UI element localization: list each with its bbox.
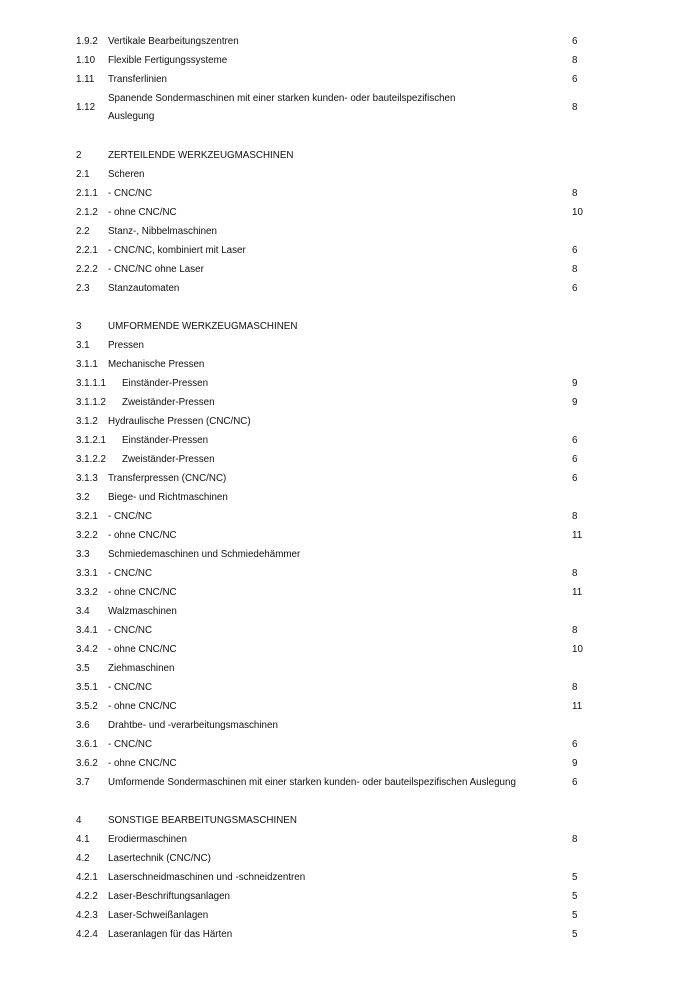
item-value: 5 — [572, 929, 578, 940]
item-label: Laseranlagen für das Härten — [108, 929, 233, 940]
table-row — [0, 868, 700, 887]
item-number: 3.7 — [76, 777, 90, 788]
table-row — [0, 374, 700, 393]
table-row — [0, 89, 700, 127]
table-row — [0, 336, 700, 355]
item-value: 8 — [572, 625, 578, 636]
item-value: 8 — [572, 834, 578, 845]
item-label: Walzmaschinen — [108, 606, 177, 617]
item-label: - ohne CNC/NC — [108, 207, 177, 218]
item-number: 3.6.2 — [76, 758, 98, 769]
item-number: 3.4.2 — [76, 644, 98, 655]
item-number: 3.3.2 — [76, 587, 98, 598]
item-value: 9 — [572, 397, 578, 408]
table-row — [0, 146, 700, 165]
item-label: Scheren — [108, 169, 145, 180]
item-label: Laser-Schweißanlagen — [108, 910, 209, 921]
item-number: 2.2 — [76, 226, 90, 237]
table-row — [0, 545, 700, 564]
item-value: 9 — [572, 758, 578, 769]
section-4 — [0, 811, 700, 944]
item-number: 4 — [76, 815, 82, 826]
item-label: - CNC/NC ohne Laser — [108, 264, 204, 275]
item-number: 3.6 — [76, 720, 90, 731]
table-row — [0, 355, 700, 374]
item-label: - ohne CNC/NC — [108, 701, 177, 712]
item-value: 10 — [572, 207, 583, 218]
table-row — [0, 602, 700, 621]
item-number: 3.1.1.2 — [76, 397, 106, 408]
item-label — [108, 90, 508, 126]
item-value: 6 — [572, 36, 578, 47]
item-number: 3.3 — [76, 549, 90, 560]
table-row — [0, 450, 700, 469]
item-value: 10 — [572, 644, 583, 655]
table-row — [0, 716, 700, 735]
table-row — [0, 488, 700, 507]
item-label-line: Spanende Sondermaschinen mit einer starken kunden- oder bauteilspezifischen — [108, 93, 456, 104]
item-label: Vertikale Bearbeitungszentren — [108, 36, 239, 47]
table-row — [0, 412, 700, 431]
item-number: 3.4.1 — [76, 625, 98, 636]
item-label: Einständer-Pressen — [122, 435, 209, 446]
table-row — [0, 32, 700, 51]
item-label: Laserschneidmaschinen und -schneidzentren — [108, 872, 306, 883]
item-value: 5 — [572, 910, 578, 921]
item-label: Flexible Fertigungssysteme — [108, 55, 228, 66]
item-number: 3.5.2 — [76, 701, 98, 712]
table-row — [0, 260, 700, 279]
item-value: 8 — [572, 568, 578, 579]
item-number: 4.2 — [76, 853, 90, 864]
item-number: 3 — [76, 321, 82, 332]
table-row — [0, 659, 700, 678]
table-row — [0, 697, 700, 716]
item-label: Pressen — [108, 340, 144, 351]
item-label: - CNC/NC, kombiniert mit Laser — [108, 245, 246, 256]
item-value: 11 — [572, 701, 583, 712]
item-label: Zweiständer-Pressen — [122, 454, 215, 465]
table-row — [0, 564, 700, 583]
item-label: - ohne CNC/NC — [108, 587, 177, 598]
item-number: 3.4 — [76, 606, 90, 617]
table-row — [0, 640, 700, 659]
item-number: 3.6.1 — [76, 739, 98, 750]
table-row — [0, 735, 700, 754]
item-label: Mechanische Pressen — [108, 359, 205, 370]
table-row — [0, 849, 700, 868]
item-label: SONSTIGE BEARBEITUNGSMASCHINEN — [108, 815, 297, 826]
item-value: 6 — [572, 283, 578, 294]
table-row — [0, 317, 700, 336]
table-row — [0, 51, 700, 70]
item-label: Umformende Sondermaschinen mit einer starken kunden- oder bauteilspezifischen Auslegung — [108, 777, 516, 788]
item-label: Transferpressen (CNC/NC) — [108, 473, 227, 484]
table-row — [0, 184, 700, 203]
table-row — [0, 678, 700, 697]
section-spacer — [0, 792, 700, 811]
item-number: 2.2.1 — [76, 245, 98, 256]
item-value: 5 — [572, 872, 578, 883]
table-row — [0, 507, 700, 526]
item-label: - CNC/NC — [108, 625, 153, 636]
item-number: 4.2.2 — [76, 891, 98, 902]
item-value: 6 — [572, 435, 578, 446]
item-value: 6 — [572, 454, 578, 465]
item-number: 2.1.1 — [76, 188, 98, 199]
item-label: - ohne CNC/NC — [108, 530, 177, 541]
item-number: 3.1.1 — [76, 359, 98, 370]
item-number: 3.1 — [76, 340, 90, 351]
item-label: - CNC/NC — [108, 568, 153, 579]
table-row — [0, 754, 700, 773]
item-label: Laser-Beschriftungsanlagen — [108, 891, 230, 902]
table-row — [0, 621, 700, 640]
item-number: 4.2.4 — [76, 929, 98, 940]
table-row — [0, 393, 700, 412]
item-number: 3.5 — [76, 663, 90, 674]
table-row — [0, 773, 700, 792]
document-page — [0, 32, 700, 944]
item-label: Hydraulische Pressen (CNC/NC) — [108, 416, 251, 427]
item-label: Biege- und Richtmaschinen — [108, 492, 228, 503]
item-label: - ohne CNC/NC — [108, 644, 177, 655]
item-label: Ziehmaschinen — [108, 663, 175, 674]
item-label: - ohne CNC/NC — [108, 758, 177, 769]
item-number: 1.9.2 — [76, 36, 98, 47]
item-label: ZERTEILENDE WERKZEUGMASCHINEN — [108, 150, 294, 161]
item-label: - CNC/NC — [108, 511, 153, 522]
item-value: 6 — [572, 74, 578, 85]
item-value: 6 — [572, 777, 578, 788]
table-row — [0, 583, 700, 602]
table-row — [0, 887, 700, 906]
item-number: 3.1.2.2 — [76, 454, 106, 465]
item-value: 9 — [572, 378, 578, 389]
table-row — [0, 70, 700, 89]
item-number: 2.3 — [76, 283, 90, 294]
item-number: 1.12 — [76, 102, 96, 113]
table-row — [0, 203, 700, 222]
item-number: 3.1.1.1 — [76, 378, 106, 389]
item-number: 3.3.1 — [76, 568, 98, 579]
table-row — [0, 526, 700, 545]
section-3 — [0, 317, 700, 792]
table-row — [0, 241, 700, 260]
item-number: 2.2.2 — [76, 264, 98, 275]
item-value: 8 — [572, 55, 578, 66]
item-value: 8 — [572, 264, 578, 275]
item-label: - CNC/NC — [108, 188, 153, 199]
item-number: 3.2 — [76, 492, 90, 503]
item-value: 6 — [572, 245, 578, 256]
table-row — [0, 165, 700, 184]
item-value: 8 — [572, 102, 578, 113]
table-row — [0, 279, 700, 298]
item-label: - CNC/NC — [108, 739, 153, 750]
item-label: Lasertechnik (CNC/NC) — [108, 853, 211, 864]
item-value: 11 — [572, 530, 583, 541]
table-row — [0, 830, 700, 849]
item-number: 3.2.2 — [76, 530, 98, 541]
table-row — [0, 222, 700, 241]
item-number: 3.1.2.1 — [76, 435, 106, 446]
section-1 — [0, 32, 700, 127]
table-row — [0, 811, 700, 830]
item-number: 4.2.3 — [76, 910, 98, 921]
item-value: 8 — [572, 188, 578, 199]
item-number: 3.1.3 — [76, 473, 98, 484]
item-value: 5 — [572, 891, 578, 902]
table-row — [0, 469, 700, 488]
table-row — [0, 906, 700, 925]
item-number: 2.1.2 — [76, 207, 98, 218]
item-label: Schmiedemaschinen und Schmiedehämmer — [108, 549, 301, 560]
item-value: 6 — [572, 739, 578, 750]
item-number: 2.1 — [76, 169, 90, 180]
table-row — [0, 431, 700, 450]
item-number: 4.1 — [76, 834, 90, 845]
section-2 — [0, 146, 700, 298]
item-value: 6 — [572, 473, 578, 484]
section-spacer — [0, 298, 700, 317]
item-value: 8 — [572, 682, 578, 693]
item-label: Transferlinien — [108, 74, 167, 85]
item-label: Stanzautomaten — [108, 283, 180, 294]
item-number: 3.2.1 — [76, 511, 98, 522]
item-label: Zweiständer-Pressen — [122, 397, 215, 408]
item-value: 8 — [572, 511, 578, 522]
item-number: 4.2.1 — [76, 872, 98, 883]
item-number: 3.1.2 — [76, 416, 98, 427]
item-label: Erodiermaschinen — [108, 834, 187, 845]
table-row — [0, 925, 700, 944]
item-number: 1.11 — [76, 74, 95, 85]
item-label-line: Auslegung — [108, 111, 155, 122]
item-label: Drahtbe- und -verarbeitungsmaschinen — [108, 720, 278, 731]
item-label: - CNC/NC — [108, 682, 153, 693]
section-spacer — [0, 127, 700, 146]
item-label: Stanz-, Nibbelmaschinen — [108, 226, 217, 237]
item-number: 2 — [76, 150, 82, 161]
item-value: 11 — [572, 587, 583, 598]
item-number: 3.5.1 — [76, 682, 98, 693]
item-number: 1.10 — [76, 55, 96, 66]
item-label: Einständer-Pressen — [122, 378, 209, 389]
item-label: UMFORMENDE WERKZEUGMASCHINEN — [108, 321, 298, 332]
